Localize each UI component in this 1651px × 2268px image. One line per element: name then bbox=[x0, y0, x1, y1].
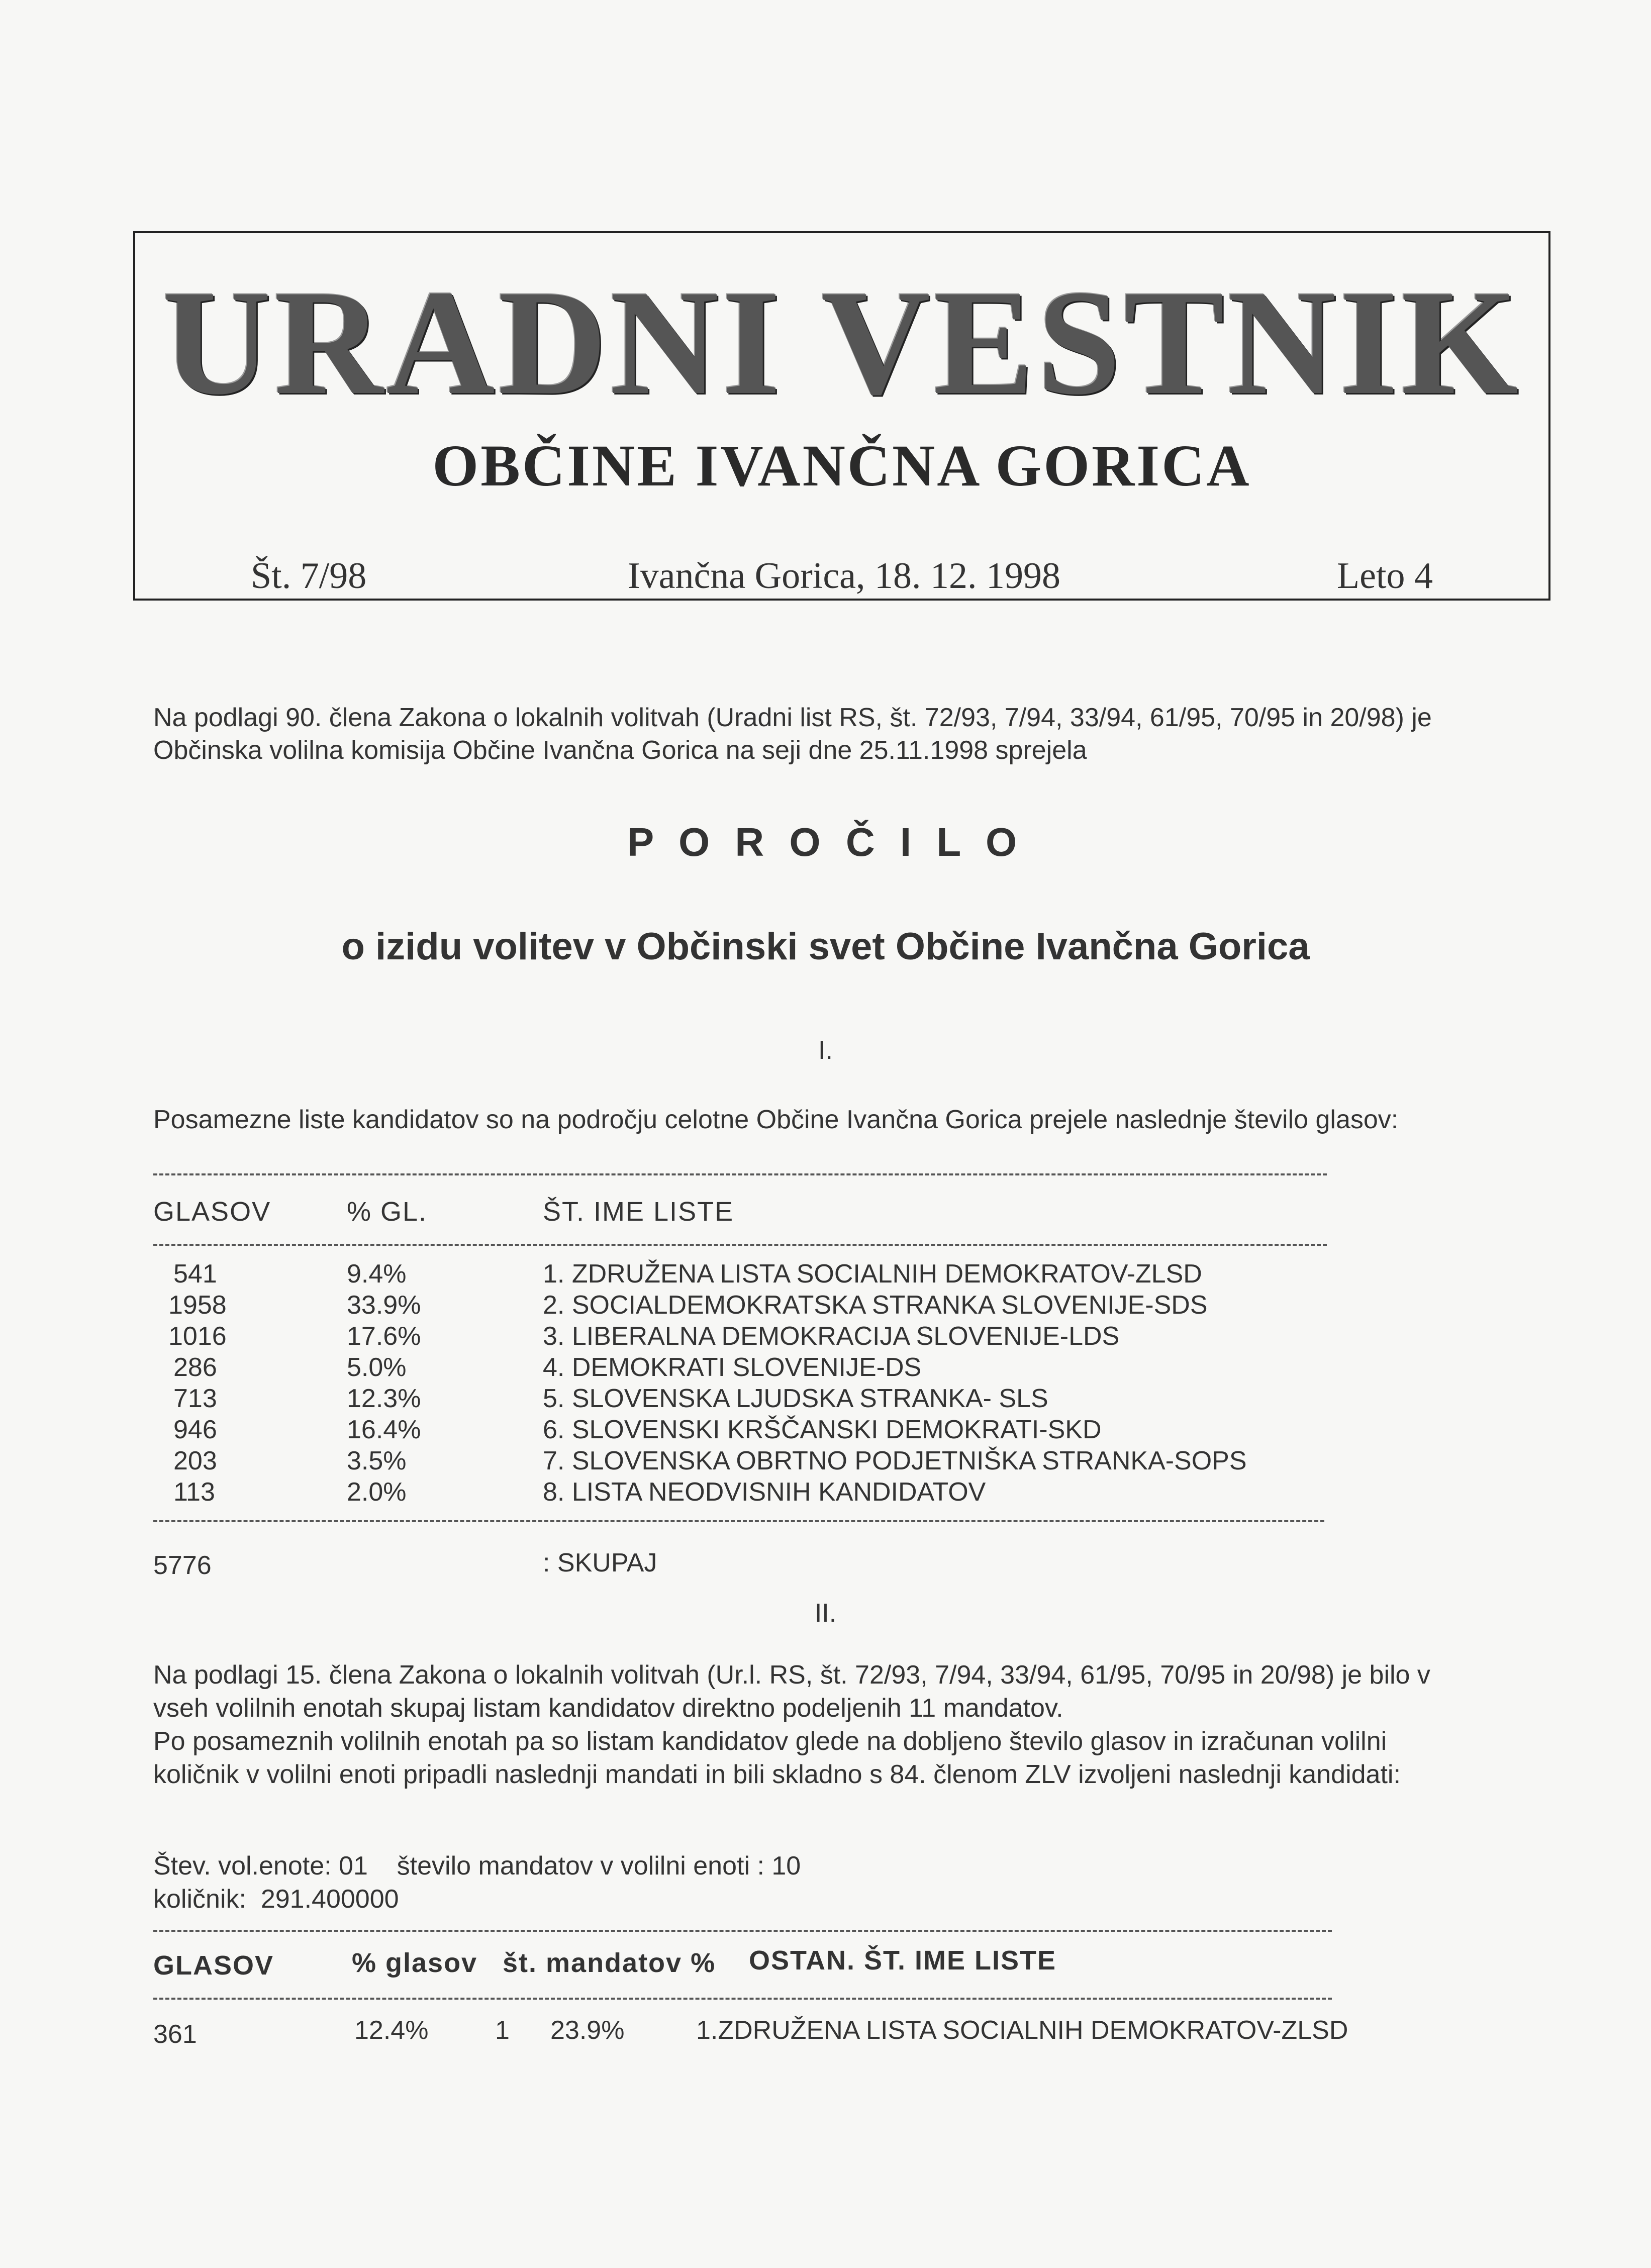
total-votes: 5776 bbox=[153, 1551, 212, 1580]
row-votes: 1958 bbox=[168, 1291, 227, 1320]
table-row bbox=[153, 1415, 1359, 1446]
row-votes: 203 bbox=[173, 1446, 217, 1475]
row-pct: 12.3% bbox=[347, 1384, 421, 1413]
section-2-line-2: vseh volilnih enotah skupaj listam kandidatov direktno podeljenih 11 mandatov. bbox=[153, 1694, 1063, 1723]
section-2-numeral: II. bbox=[814, 1599, 837, 1628]
issue-number: Št. 7/98 bbox=[251, 555, 367, 597]
section-2-line-4: količnik v volilni enoti pripadli naslednji mandati in bili skladno s 84. členom ZLV izvoljeni naslednji kandidati: bbox=[153, 1760, 1401, 1789]
report-heading: P O R O Č I L O bbox=[627, 820, 1024, 864]
divider bbox=[153, 1930, 1332, 1932]
row-rest-pct: 23.9% bbox=[550, 2016, 625, 2045]
col-header-list: ŠT. IME LISTE bbox=[543, 1197, 734, 1227]
publication-subtitle: OBČINE IVANČNA GORICA bbox=[432, 433, 1251, 499]
row-votes: 713 bbox=[173, 1384, 217, 1413]
row-list: 6. SLOVENSKI KRŠČANSKI DEMOKRATI-SKD bbox=[543, 1415, 1102, 1444]
intro-line-1: Na podlagi 90. člena Zakona o lokalnih volitvah (Uradni list RS, št. 72/93, 7/94, 33/94, 61/95, 70/95 in 20/98) je bbox=[153, 703, 1432, 732]
col-header-votes: GLASOV bbox=[153, 1197, 271, 1227]
row-pct: 3.5% bbox=[347, 1446, 407, 1475]
section-2-line-1: Na podlagi 15. člena Zakona o lokalnih volitvah (Ur.l. RS, št. 72/93, 7/94, 33/94, 61/95, 70/95 in 20/98) je bilo v bbox=[153, 1660, 1430, 1690]
row-votes: 1016 bbox=[168, 1322, 227, 1351]
issue-place-date: Ivančna Gorica, 18. 12. 1998 bbox=[628, 555, 1061, 597]
col-header-pct: % GL. bbox=[347, 1197, 428, 1227]
divider bbox=[153, 1173, 1327, 1175]
row-list: 2. SOCIALDEMOKRATSKA STRANKA SLOVENIJE-SDS bbox=[543, 1291, 1208, 1320]
row-list: 1.ZDRUŽENA LISTA SOCIALNIH DEMOKRATOV-ZLSD bbox=[696, 2016, 1348, 2045]
row-votes: 361 bbox=[153, 2020, 197, 2049]
col-header-mandates: št. mandatov % bbox=[503, 1948, 716, 1978]
row-pct: 5.0% bbox=[347, 1353, 407, 1382]
section-1-text: Posamezne liste kandidatov so na področju celotne Občine Ivančna Gorica prejele naslednje število glasov: bbox=[153, 1105, 1399, 1134]
divider bbox=[153, 1520, 1324, 1522]
row-mandates: 1 bbox=[495, 2016, 510, 2045]
row-pct: 17.6% bbox=[347, 1322, 421, 1351]
quotient-line: količnik: 291.400000 bbox=[153, 1885, 399, 1914]
electoral-unit-line: Štev. vol.enote: 01 število mandatov v volilni enoti : 10 bbox=[153, 1851, 801, 1881]
table-row bbox=[153, 1259, 1359, 1290]
row-votes: 541 bbox=[173, 1259, 217, 1289]
masthead bbox=[133, 231, 1550, 601]
col-header-pct-2: % glasov bbox=[352, 1948, 478, 1978]
section-2-line-3: Po posameznih volilnih enotah pa so listam kandidatov glede na dobljeno število glasov in izračunan volilni bbox=[153, 1727, 1387, 1756]
table-row bbox=[153, 1352, 1359, 1384]
table-row bbox=[153, 1477, 1359, 1508]
table-row bbox=[153, 1384, 1359, 1415]
row-pct: 16.4% bbox=[347, 1415, 421, 1444]
col-header-votes-2: GLASOV bbox=[153, 1950, 274, 1981]
row-votes: 946 bbox=[173, 1415, 217, 1444]
divider bbox=[153, 1244, 1327, 1246]
row-list: 5. SLOVENSKA LJUDSKA STRANKA- SLS bbox=[543, 1384, 1048, 1413]
row-list: 8. LISTA NEODVISNIH KANDIDATOV bbox=[543, 1477, 986, 1507]
report-subheading: o izidu volitev v Občinski svet Občine Ivančna Gorica bbox=[341, 925, 1310, 968]
table-row bbox=[153, 1321, 1359, 1352]
issue-year: Leto 4 bbox=[1336, 555, 1433, 597]
row-pct: 2.0% bbox=[347, 1477, 407, 1507]
row-votes: 113 bbox=[173, 1477, 215, 1507]
table-row bbox=[153, 1290, 1359, 1321]
row-pct: 33.9% bbox=[347, 1291, 421, 1320]
row-list: 4. DEMOKRATI SLOVENIJE-DS bbox=[543, 1353, 922, 1382]
publication-title: URADNI VESTNIK bbox=[162, 259, 1522, 426]
divider bbox=[153, 1998, 1332, 2000]
row-pct: 9.4% bbox=[347, 1259, 407, 1289]
row-votes: 286 bbox=[173, 1353, 217, 1382]
table-row bbox=[153, 2015, 1410, 2049]
intro-line-2: Občinska volilna komisija Občine Ivančna Gorica na seji dne 25.11.1998 sprejela bbox=[153, 736, 1087, 765]
col-header-rest-list: OSTAN. ŠT. IME LISTE bbox=[749, 1945, 1057, 1976]
table-row bbox=[153, 1446, 1359, 1477]
row-list: 3. LIBERALNA DEMOKRACIJA SLOVENIJE-LDS bbox=[543, 1322, 1120, 1351]
row-pct: 12.4% bbox=[354, 2016, 429, 2045]
row-list: 1. ZDRUŽENA LISTA SOCIALNIH DEMOKRATOV-ZLSD bbox=[543, 1259, 1202, 1289]
total-label: : SKUPAJ bbox=[543, 1548, 657, 1577]
row-list: 7. SLOVENSKA OBRTNO PODJETNIŠKA STRANKA-SOPS bbox=[543, 1446, 1247, 1475]
section-1-numeral: I. bbox=[818, 1036, 833, 1065]
